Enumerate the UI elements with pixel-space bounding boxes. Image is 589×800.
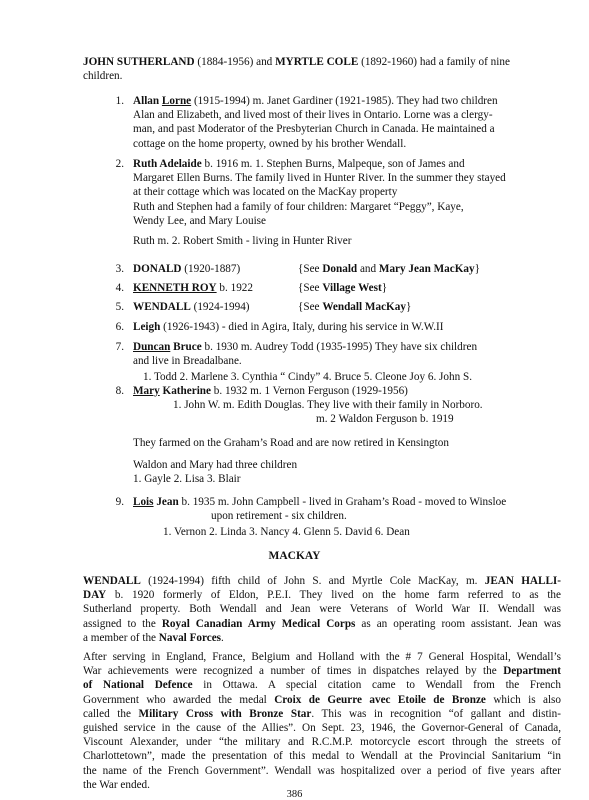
intro-paragraph: [83, 55, 533, 83]
see-name: Donald: [322, 263, 358, 275]
child-detail: (1924-1994): [190, 301, 250, 313]
father-name: JOHN SUTHERLAND: [83, 56, 195, 68]
child-line: m. 2 Waldon Ferguson b. 1919: [316, 413, 454, 426]
see-name: Village West: [322, 282, 382, 294]
para-text: assigned to the: [83, 617, 162, 630]
child-detail: b. 1922: [216, 282, 253, 294]
para-text: Government who awarded the medal: [83, 693, 275, 706]
bold-term: Royal Canadian Army Medical Corps: [161, 617, 356, 630]
grandchildren-list: 1. Vernon 2. Linda 3. Nancy 4. Glenn 5. David 6. Dean: [163, 526, 410, 539]
child-name-underlined: Lois: [133, 496, 154, 508]
para-line: Sutherland property. Both Wendall and Jean were Veterans of World War II. Wendall was: [83, 603, 561, 616]
bold-term: Department: [503, 665, 561, 678]
para-text: .: [221, 631, 224, 644]
child-detail: (1920-1887): [181, 263, 241, 275]
child-number: 9.: [115, 496, 124, 508]
para-text: called the: [83, 707, 139, 720]
child-number: 2.: [115, 158, 124, 170]
bold-name: WENDALL: [83, 575, 141, 587]
child-line: 1. John W. m. Edith Douglas. They live with their family in Norboro.: [173, 399, 483, 412]
child-number: 3.: [115, 263, 124, 275]
child-line: man, and past Moderator of the Presbyterian Church in Canada. He maintained a: [133, 123, 495, 136]
child-line: Margaret Ellen Burns. The family lived in Hunter River. In the summer they stayed: [133, 172, 506, 185]
grandchildren-list: 1. Todd 2. Marlene 3. Cynthia “ Cindy” 4. Bruce 5. Cleone Joy 6. John S.: [143, 371, 473, 384]
para-text: which is also: [485, 693, 561, 706]
wendall-paragraph: [83, 574, 561, 645]
child-name-underlined: Lorne: [161, 95, 192, 107]
child-entry-6: [115, 320, 548, 334]
para-line: [83, 707, 561, 721]
child-number: 4.: [115, 282, 124, 294]
child-entry-4: [115, 281, 548, 295]
para-text: as an operating room assistant. Jean was: [355, 617, 561, 630]
para-line: Viscount Alexander, under “the military and R.C.M.P. motorcycle escort through the streets of: [83, 736, 561, 749]
child-line: and live in Breadalbane.: [133, 355, 242, 368]
child-line: They farmed on the Graham’s Road and are now retired in Kensington: [133, 436, 449, 449]
child-name: DONALD: [133, 263, 182, 275]
child-line: Waldon and Mary had three children: [133, 458, 298, 471]
child-name-underlined: Mary: [133, 385, 160, 397]
para-line: After serving in England, France, Belgium and Holland with the # 7 General Hospital, Wendall’s: [83, 651, 561, 663]
para-line: [83, 678, 561, 692]
see-text: }: [405, 301, 412, 313]
see-text: {See: [298, 263, 323, 275]
see-text: and: [357, 263, 379, 275]
bold-term: Military Cross with Bronze Star: [138, 707, 312, 720]
para-line: [83, 693, 561, 707]
child-line: Ruth and Stephen had a family of four children: Margaret “Peggy”, Kaye,: [133, 200, 464, 213]
child-line: at their cottage which was located on the MacKay property: [133, 186, 398, 199]
para-text: a member of the: [83, 631, 159, 644]
bold-name: JEAN HALLI-: [484, 575, 561, 587]
para-line: the War ended.: [83, 778, 150, 791]
child-name: Allan: [133, 95, 160, 107]
child-name: Katherine: [159, 385, 211, 397]
child-line: [118, 320, 548, 334]
child-name: Jean: [153, 496, 179, 508]
child-entry-7: [115, 340, 558, 385]
para-line: [83, 574, 561, 588]
child-name-underlined: Duncan: [133, 341, 171, 353]
see-text: }: [474, 263, 480, 275]
child-line: [118, 340, 558, 354]
child-number: 6.: [115, 321, 124, 333]
see-text: }: [381, 282, 388, 294]
para-text: (1924-1994) fifth child of John S. and Myrtle Cole MacKay, m.: [140, 575, 485, 587]
child-name: Leigh: [133, 321, 161, 333]
para-text: . This was in recognition “of gallant and distin-: [311, 707, 561, 720]
see-text: {See: [298, 282, 323, 294]
child-number: 8.: [115, 385, 124, 397]
child-detail: (1915-1994) m. Janet Gardiner (1921-1985). They had two children: [191, 95, 498, 107]
child-detail: b. 1935 m. John Campbell - lived in Graham’s Road - moved to Winsloe: [178, 496, 507, 508]
child-second-marriage: Ruth m. 2. Robert Smith - living in Hunter River: [133, 235, 352, 248]
para-line: [83, 664, 561, 678]
para-line: [83, 588, 561, 602]
child-name: WENDALL: [133, 301, 191, 313]
child-line: upon retirement - six children.: [211, 510, 347, 523]
child-line: Wendy Lee, and Mary Louise: [133, 214, 266, 227]
para-text: War achievements were recognized a number of times in dispatches relayed by the: [83, 665, 504, 678]
child-name-underlined: KENNETH ROY: [133, 282, 217, 294]
bold-name: DAY: [83, 589, 107, 602]
child-line: cottage on the home property, owned by his brother Wendall.: [133, 137, 407, 150]
para-text: in Ottawa. A special citation came to Wendall from the French: [192, 679, 561, 692]
child-number: 7.: [115, 341, 124, 353]
child-detail: b. 1932 m. 1 Vernon Ferguson (1929-1956): [211, 385, 408, 397]
war-paragraph: [83, 650, 561, 792]
child-number: 1.: [115, 95, 124, 107]
child-line: [118, 157, 548, 171]
see-name: Mary Jean MacKay: [378, 263, 475, 275]
see-reference: [298, 262, 480, 276]
child-detail: b. 1930 m. Audrey Todd (1935-1995) They have six children: [201, 341, 478, 353]
intro-text: (1884-1956) and: [194, 56, 276, 68]
intro-line-1: [83, 55, 533, 69]
child-entry-8: [115, 384, 558, 486]
mother-name: MYRTLE COLE: [275, 56, 359, 68]
bold-term: Croix de Geurre avec Etoile de Bronze: [274, 693, 486, 706]
child-entry-2: [115, 157, 548, 248]
grandchildren-list: 1. Gayle 2. Lisa 3. Blair: [133, 473, 241, 486]
child-line: [118, 94, 548, 108]
para-line: the name of the French Government”. Wendall was hospitalized over a period of five years after: [83, 764, 561, 777]
child-entry-5: [115, 300, 548, 314]
see-reference: [298, 281, 387, 295]
intro-text: (1892-1960) had a family of nine: [358, 56, 510, 68]
child-entry-9: [115, 495, 558, 540]
para-text: b. 1920 formerly of Eldon, P.E.I. They lived on the home farm referred to as the: [106, 589, 561, 602]
child-line: [118, 495, 558, 509]
para-line: guished service in the cause of the Allies”. On Sept. 23, 1946, the Governor-General of Canada,: [83, 722, 561, 735]
child-name: Ruth Adelaide: [133, 158, 202, 170]
section-heading: MACKAY: [268, 550, 321, 562]
child-detail: (1926-1943) - died in Agira, Italy, during his service in W.W.II: [160, 321, 444, 333]
child-name: Bruce: [170, 341, 202, 353]
para-line: [83, 617, 561, 631]
bold-term: of National Defence: [83, 679, 193, 692]
child-line: [118, 384, 558, 398]
child-detail: b. 1916 m. 1. Stephen Burns, Malpeque, son of James and: [201, 158, 465, 170]
para-line: Charlottetown”, made the presentation of this medal to Wendall at the Provincial Sanitarium “in: [83, 750, 561, 763]
page-number: 386: [286, 789, 303, 800]
child-entry-3: [115, 262, 548, 276]
intro-line-2: children.: [83, 70, 123, 83]
bold-term: Naval Forces: [158, 631, 222, 644]
see-reference: [298, 300, 411, 314]
see-text: {See: [298, 301, 323, 313]
child-entry-1: [115, 94, 548, 151]
child-number: 5.: [115, 301, 124, 313]
para-line: [83, 631, 561, 645]
child-line: Alan and Elizabeth, and lived most of their lives in Ontario. Lorne was a clergy-: [133, 109, 493, 122]
see-name: Wendall MacKay: [322, 301, 406, 313]
